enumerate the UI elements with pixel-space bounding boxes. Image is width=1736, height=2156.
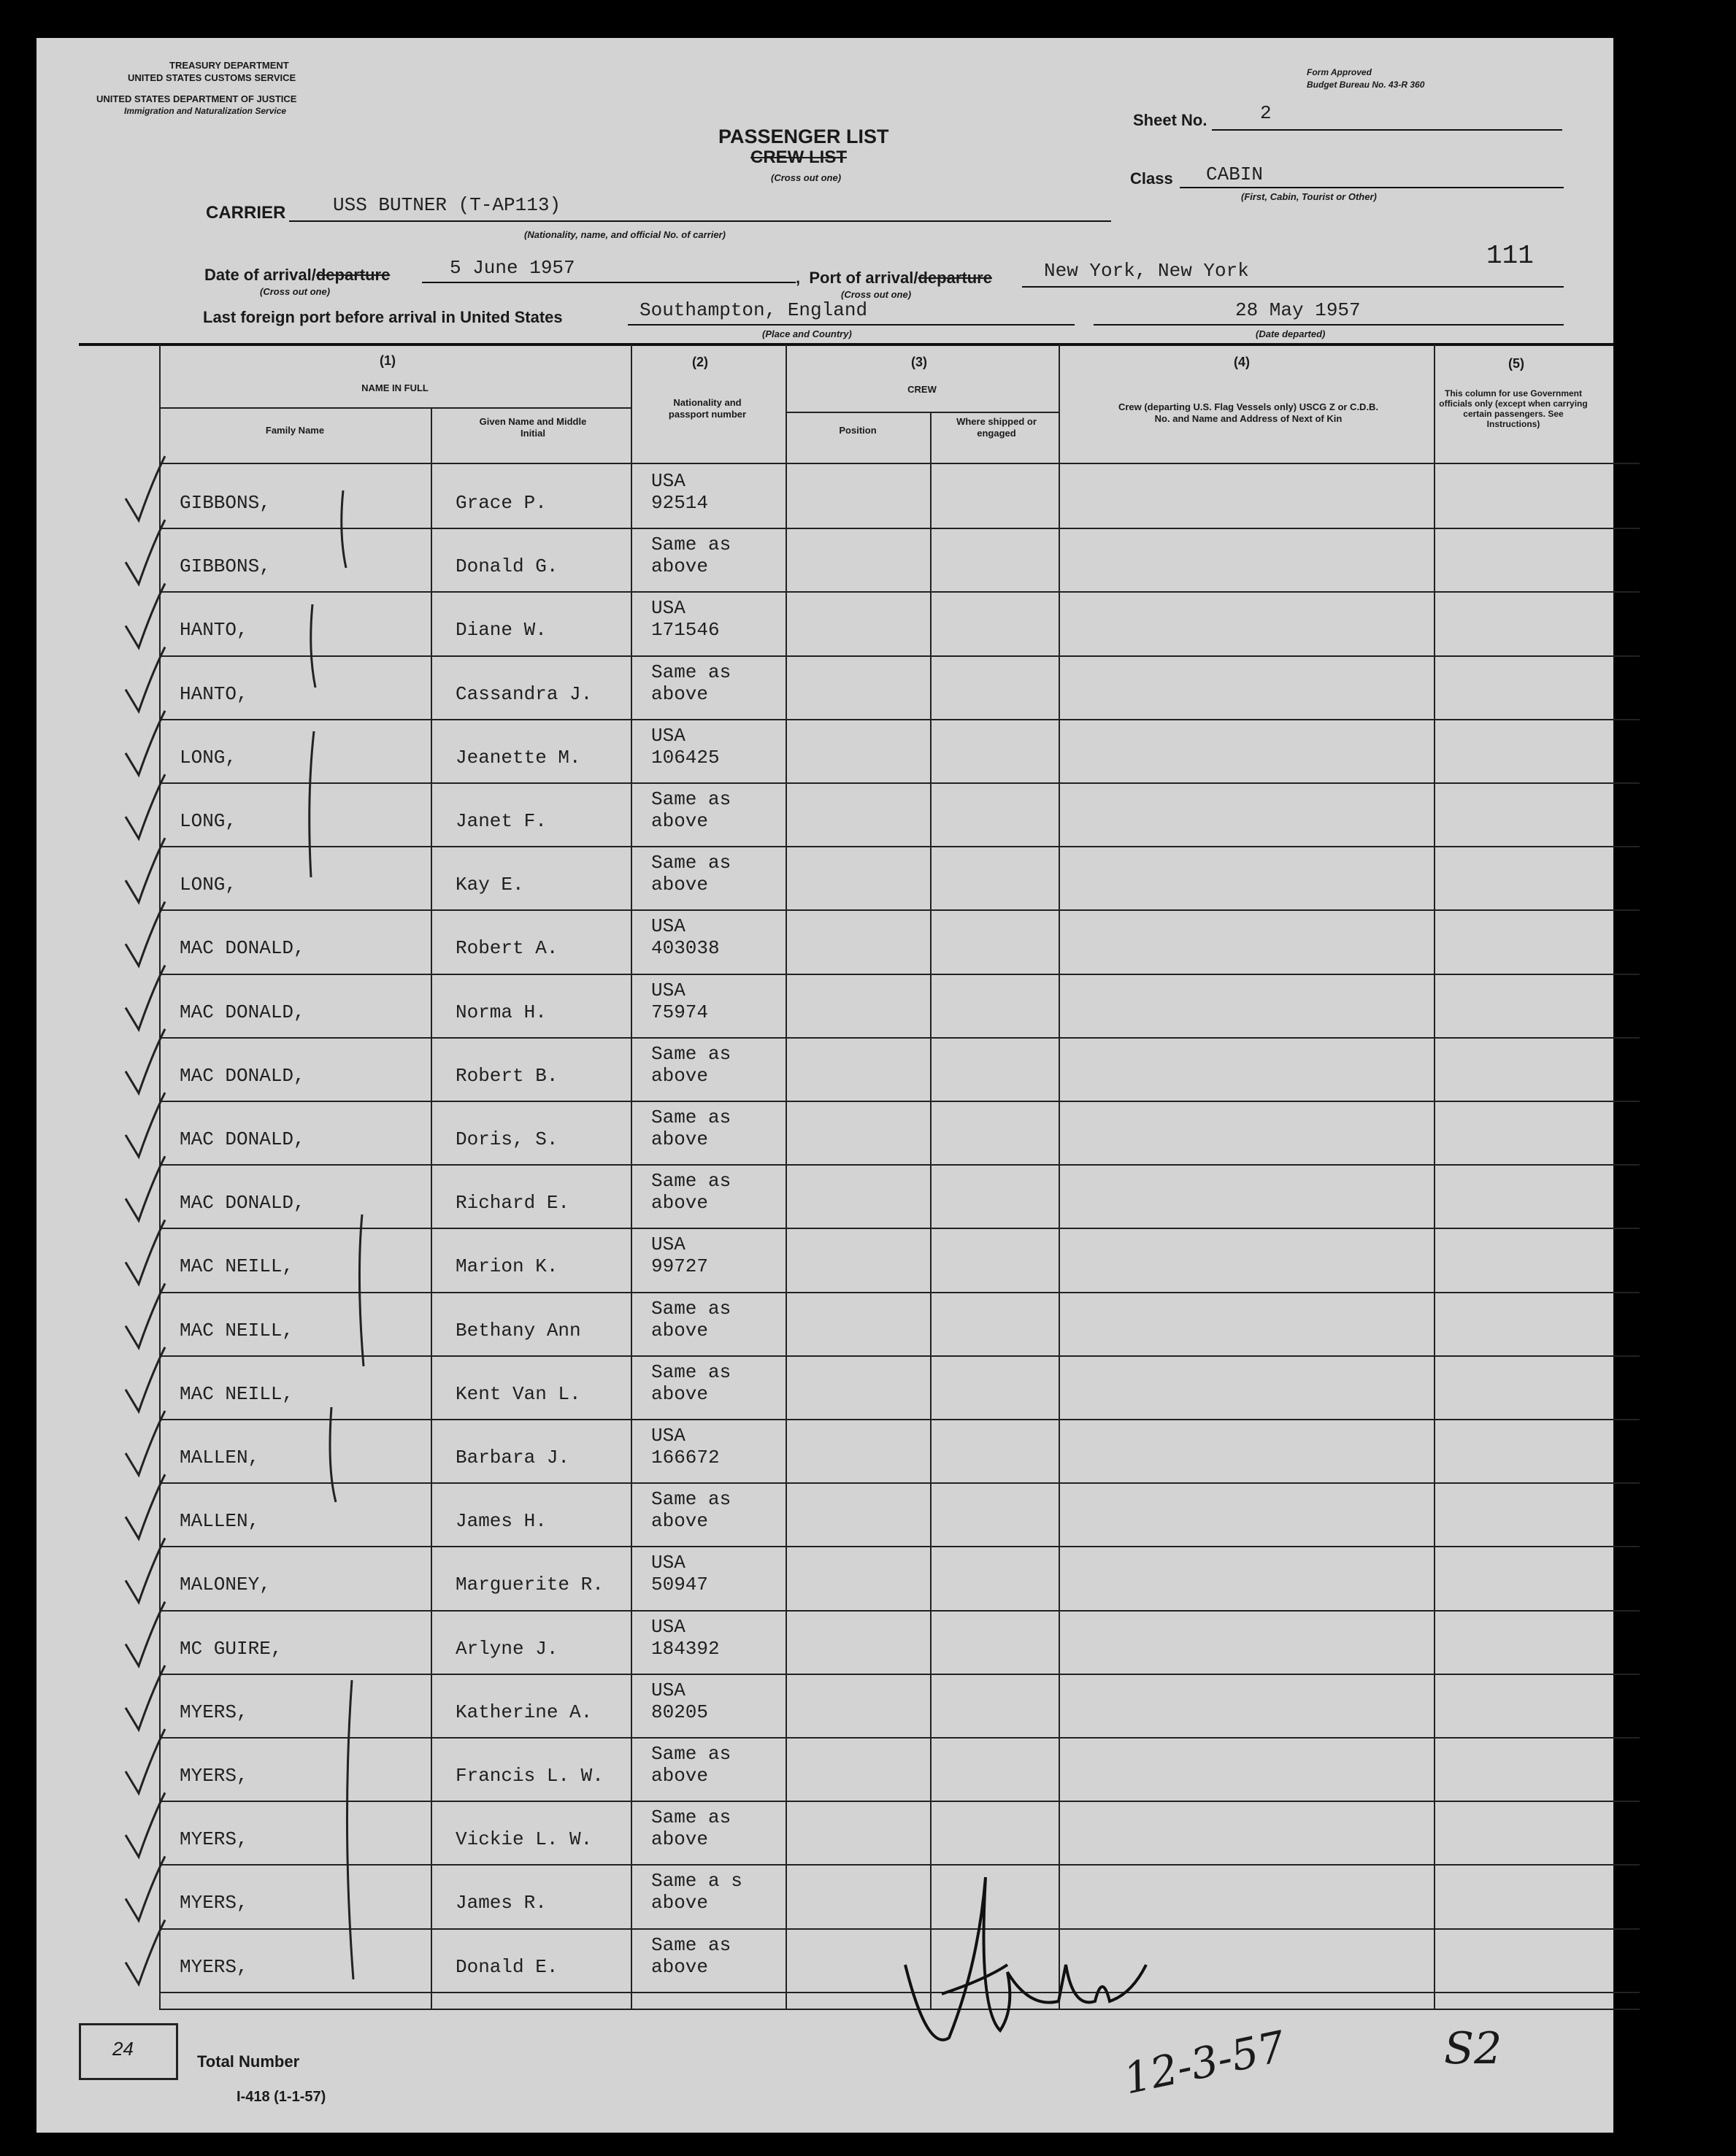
nationality-line-1: Same as [651,852,731,874]
sheet-no-value: 2 [1260,102,1272,124]
check-mark [126,647,165,712]
family-name-cell: MYERS, [180,1765,248,1787]
date-departed-hint: (Date departed) [1256,328,1326,339]
check-mark [126,1347,165,1412]
col1-title: NAME IN FULL [361,382,429,393]
nationality-line-1: USA [651,1616,685,1638]
family-name-cell: LONG, [180,810,237,832]
family-name-cell: MC GUIRE, [180,1638,283,1660]
check-mark [126,1793,165,1857]
family-name-cell: MAC DONALD, [180,1001,305,1023]
check-mark [126,711,165,775]
last-port-value: Southampton, England [640,299,868,321]
nationality-line-1: Same as [651,1361,731,1383]
given-name-cell: Katherine A. [456,1701,593,1723]
class-hint: (First, Cabin, Tourist or Other) [1241,191,1377,202]
check-mark [126,1093,165,1157]
nationality-line-2: above [651,683,709,705]
given-name-cell: Francis L. W. [456,1765,604,1787]
nationality-line-1: USA [651,1552,685,1574]
departure-struck: departure [315,266,391,284]
given-name-cell: Donald E. [456,1956,558,1978]
page-stamp: 111 [1486,241,1534,271]
check-mark [126,1666,165,1730]
nationality-line-1: Same as [651,534,731,555]
last-port-label: Last foreign port before arrival in United States [203,308,563,326]
check-mark [126,1729,165,1793]
nationality-line-1: Same as [651,1170,731,1192]
nationality-line-1: USA [651,915,685,937]
port-departure-struck: departure [918,269,992,287]
given-name-cell: Marion K. [456,1255,558,1277]
handwritten-mark: S2 [1444,2023,1502,2074]
family-name-cell: MALLEN, [180,1510,260,1532]
family-name-cell: MALONEY, [180,1574,271,1595]
check-mark [126,774,165,839]
nationality-line-2: 50947 [651,1574,709,1595]
carrier-value: USS BUTNER (T-AP113) [333,194,561,216]
given-name-cell: Bethany Ann [456,1320,581,1341]
nationality-line-1: USA [651,725,685,747]
family-name-cell: MAC NEILL, [180,1320,294,1341]
family-name-cell: MAC NEILL, [180,1255,294,1277]
nationality-line-1: USA [651,979,685,1001]
col3-number: (3) [911,355,927,369]
handwritten-date: 12-3-57 [1119,2021,1290,2104]
last-port-hint: (Place and Country) [762,328,852,339]
nationality-line-1: Same as [651,788,731,810]
carrier-label: CARRIER [206,203,286,223]
given-name-cell: Kent Van L. [456,1383,581,1405]
col-given-name-header: Given Name and Middle Initial [479,416,587,439]
nationality-line-1: Same as [651,661,731,683]
nationality-line-2: above [651,1765,709,1787]
given-name-cell: James R. [456,1892,547,1914]
form-approved: Form Approved [1307,67,1372,77]
check-mark [126,520,165,584]
given-name-cell: Cassandra J. [456,683,593,705]
agency-line-2: UNITED STATES CUSTOMS SERVICE [128,72,296,83]
check-mark [126,583,165,647]
check-mark [126,1029,165,1093]
nationality-line-2: above [651,555,709,577]
date-departed-value: 28 May 1957 [1235,299,1361,321]
given-name-cell: Arlyne J. [456,1638,558,1660]
check-mark [126,1284,165,1348]
document-sheet [37,38,1613,2133]
col5-number: (5) [1508,356,1524,371]
family-name-cell: MAC DONALD, [180,937,305,959]
port-label: , Port of arrival/departure [796,269,992,287]
arrival-date-value: 5 June 1957 [450,257,575,279]
family-name-cell: MAC DONALD, [180,1192,305,1214]
port-value: New York, New York [1044,260,1249,282]
arrival-date-label: Date of arrival/departure [204,266,391,284]
nationality-line-1: Same a s [651,1870,742,1892]
form-number: I-418 (1-1-57) [237,2089,326,2105]
nationality-line-2: above [651,810,709,832]
given-name-cell: Robert A. [456,937,558,959]
carrier-hint: (Nationality, name, and official No. of carrier) [524,229,726,240]
crew-list-struck: CREW LIST [750,147,847,167]
nationality-line-1: Same as [651,1106,731,1128]
col3-crew-header: CREW [907,384,937,395]
nationality-line-2: 106425 [651,747,720,769]
check-mark [126,1411,165,1475]
family-name-cell: GIBBONS, [180,492,271,514]
check-mark [126,838,165,902]
check-mark [126,456,165,520]
nationality-line-2: above [651,1510,709,1532]
check-mark [126,966,165,1030]
given-name-cell: Kay E. [456,874,524,896]
col2-number: (2) [692,355,708,369]
given-name-cell: Grace P. [456,492,547,514]
bracket-marks [310,490,364,1979]
family-name-cell: HANTO, [180,619,248,641]
nationality-line-1: USA [651,470,685,492]
nationality-line-2: 80205 [651,1701,709,1723]
nationality-line-2: above [651,1828,709,1850]
check-mark [126,1538,165,1602]
check-mark [126,1856,165,1920]
family-name-cell: MYERS, [180,1701,248,1723]
nationality-line-2: 75974 [651,1001,709,1023]
nationality-line-2: above [651,1320,709,1341]
col5-gov-header: This column for use Government officials only (except when carrying certain passengers. See Instructions) [1439,388,1588,429]
nationality-line-2: above [651,1128,709,1150]
check-mark [126,1156,165,1220]
nationality-line-2: above [651,1383,709,1405]
family-name-cell: LONG, [180,747,237,769]
nationality-line-2: 171546 [651,619,720,641]
given-name-cell: Marguerite R. [456,1574,604,1595]
nationality-line-2: 92514 [651,492,709,514]
nationality-line-1: Same as [651,1806,731,1828]
given-name-cell: Jeanette M. [456,747,581,769]
col-family-name-header: Family Name [265,425,325,436]
check-marks [126,456,165,1984]
class-label: Class [1130,169,1173,188]
nationality-line-1: USA [651,1679,685,1701]
check-mark [126,1474,165,1539]
family-name-cell: MAC DONALD, [180,1065,305,1087]
family-name-cell: MALLEN, [180,1447,260,1468]
sheet-no-label: Sheet No. [1133,111,1207,129]
agency-line-4: Immigration and Naturalization Service [124,106,287,116]
page-title: PASSENGER LIST [718,126,889,147]
given-name-cell: Doris, S. [456,1128,558,1150]
family-name-cell: LONG, [180,874,237,896]
check-mark [126,1220,165,1284]
signature-mark [905,1877,1146,2040]
given-name-cell: Diane W. [456,619,547,641]
nationality-line-2: 184392 [651,1638,720,1660]
nationality-line-1: Same as [651,1934,731,1956]
nationality-line-2: above [651,1956,709,1978]
nationality-line-2: 403038 [651,937,720,959]
class-value: CABIN [1206,163,1264,185]
check-mark [126,901,165,966]
nationality-line-2: above [651,874,709,896]
given-name-cell: Robert B. [456,1065,558,1087]
cross-out-hint-title: (Cross out one) [771,172,842,183]
family-name-cell: MYERS, [180,1828,248,1850]
nationality-line-1: Same as [651,1298,731,1320]
nationality-line-1: USA [651,1425,685,1447]
family-name-cell: MAC NEILL, [180,1383,294,1405]
given-name-cell: James H. [456,1510,547,1532]
nationality-line-1: Same as [651,1743,731,1765]
nationality-line-1: USA [651,1233,685,1255]
nationality-line-2: above [651,1192,709,1214]
given-name-cell: Barbara J. [456,1447,570,1468]
family-name-cell: MYERS, [180,1956,248,1978]
col1-number: (1) [380,353,396,368]
nationality-line-2: above [651,1065,709,1087]
nationality-line-1: USA [651,597,685,619]
check-mark [126,1920,165,1984]
col4-crew-kin-header: Crew (departing U.S. Flag Vessels only) USCG Z or C.D.B. No. and Name and Address of Next of Kin [1118,401,1379,424]
col-shipped-header: Where shipped or engaged [956,416,1037,439]
nationality-line-2: 166672 [651,1447,720,1468]
handwriting-layer [37,38,1613,2133]
cross-out-hint-date: (Cross out one) [260,286,331,297]
given-name-cell: Donald G. [456,555,558,577]
col-position-header: Position [839,425,877,436]
col4-number: (4) [1234,355,1250,369]
agency-line-1: TREASURY DEPARTMENT [169,60,289,71]
col2-nationality-header: Nationality and passport number [668,397,747,420]
given-name-cell: Janet F. [456,810,547,832]
given-name-cell: Richard E. [456,1192,570,1214]
nationality-line-2: 99727 [651,1255,709,1277]
nationality-line-2: above [651,1892,709,1914]
check-mark [126,1602,165,1666]
given-name-cell: Norma H. [456,1001,547,1023]
nationality-line-1: Same as [651,1043,731,1065]
budget-bureau: Budget Bureau No. 43-R 360 [1307,80,1425,90]
nationality-line-1: Same as [651,1488,731,1510]
family-name-cell: MAC DONALD, [180,1128,305,1150]
given-name-cell: Vickie L. W. [456,1828,593,1850]
total-number-label: Total Number [197,2052,300,2071]
family-name-cell: GIBBONS, [180,555,271,577]
total-number-value: 24 [112,2038,134,2060]
family-name-cell: MYERS, [180,1892,248,1914]
family-name-cell: HANTO, [180,683,248,705]
cross-out-hint-port: (Cross out one) [841,289,912,300]
agency-line-3: UNITED STATES DEPARTMENT OF JUSTICE [96,93,297,104]
